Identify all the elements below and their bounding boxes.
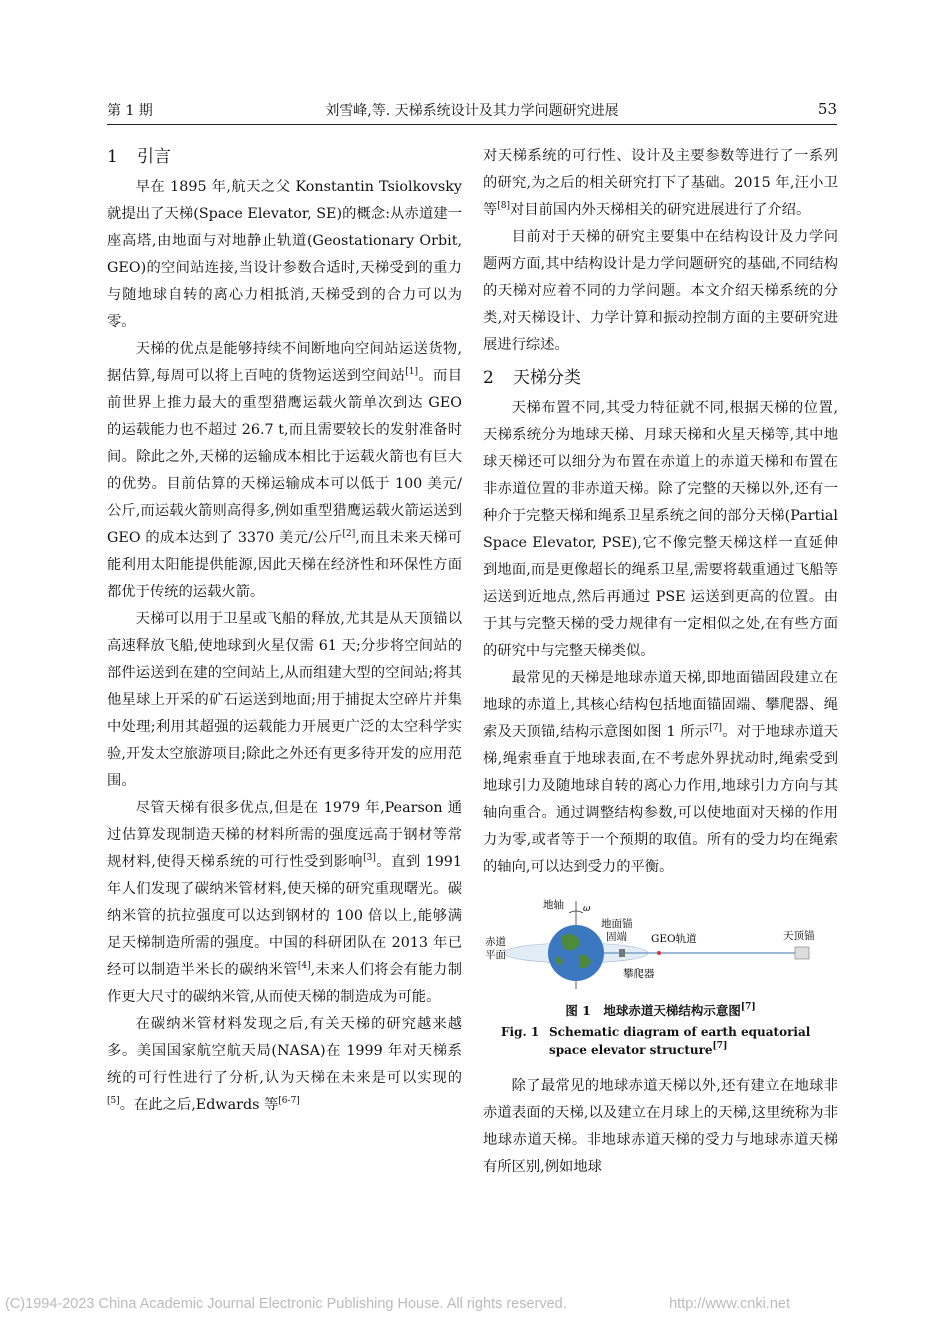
footer-url[interactable]: http://www.cnki.net bbox=[669, 1296, 790, 1312]
top-anchor-box bbox=[795, 947, 809, 959]
geo-orbit-dot bbox=[657, 951, 661, 955]
citation[interactable]: [1] bbox=[405, 367, 418, 377]
paragraph-continued: 对天梯系统的可行性、设计及主要参数等进行了一系列的研究,为之后的相关研究打下了基础。2015 年,汪小卫等[8]对目前国内外天梯相关的研究进展进行了介绍。 bbox=[483, 148, 838, 218]
figure-1-label-en: Fig. 1 bbox=[501, 1025, 540, 1039]
paragraph: 在碳纳米管材料发现之后,有关天梯的研究越来越多。美国国家航空航天局(NASA)在 1999 年对天梯系统的可行性进行了分析,认为天梯在未来是可以实现的[5]。在此之后,Edwards 等[6-7] bbox=[107, 1016, 462, 1113]
page-number: 53 bbox=[817, 100, 837, 118]
section-2-heading bbox=[483, 361, 838, 395]
citation[interactable]: [7] bbox=[709, 723, 723, 733]
copyright-footer bbox=[5, 1296, 945, 1312]
figure-1-diagram bbox=[483, 895, 838, 993]
paragraph: 天梯的优点是能够持续不间断地向空间站运送货物,据估算,每周可以将上百吨的货物运送到空间站[1]。而目前世界上推力最大的重型猎鹰运载火箭单次到达 GEO 的运载能力也不超过 26.7 t,而且需要较长的发射准备时间。除此之外,天梯的运输成本相比于运载火箭也有巨大的优势。目前估算的天梯运输成本可以低于 100 美元/公斤,而运载火箭则高得多,例如重型猎鹰运载火箭运送到 GEO 的成本达到了 3370 美元/公斤[2],而且未来天梯可能利用太阳能提供能源,因此天梯在经济性和环保性方面都优于传统的运载火箭。 bbox=[107, 341, 462, 600]
citation[interactable]: [5] bbox=[107, 1096, 120, 1106]
copyright-text: (C)1994-2023 China Academic Journal Electronic Publishing House. All rights reserved. bbox=[5, 1296, 567, 1312]
paragraph: 天梯布置不同,其受力特征就不同,根据天梯的位置,天梯系统分为地球天梯、月球天梯和火星天梯等,其中地球天梯还可以细分为布置在赤道上的赤道天梯和布置在非赤道位置的非赤道天梯。除了完整的天梯以外,还有一种介于完整天梯和绳系卫星系统之间的部分天梯(Partial Space Elevator, PSE),它不像完整天梯这样一直延伸到地面,而是更像超长的绳系卫星,需要将载重通过飞船等运送到近地点,然后再通过 PSE 运送到更高的位置。由于其与完整天梯的受力规律有一定相似之处,在有些方面的研究中与完整天梯类似。 bbox=[483, 400, 838, 659]
citation[interactable]: [8] bbox=[497, 201, 511, 211]
section-2-number: 2 bbox=[483, 368, 494, 388]
citation[interactable]: [3] bbox=[363, 853, 376, 863]
section-2-title: 天梯分类 bbox=[513, 368, 581, 388]
section-1-title: 引言 bbox=[137, 147, 171, 167]
label-omega: ω bbox=[583, 904, 591, 914]
citation[interactable]: [4] bbox=[297, 961, 311, 971]
running-title: 刘雪峰,等. 天梯系统设计及其力学问题研究进展 bbox=[325, 103, 619, 119]
label-climber: 攀爬器 bbox=[623, 968, 655, 980]
figure-1-caption-cn: 图 1 地球赤道天梯结构示意图[7] bbox=[565, 1002, 756, 1018]
paragraph: 尽管天梯有很多优点,但是在 1979 年,Pearson 通过估算发现制造天梯的材料所需的强度远高于钢材等常规材料,使得天梯系统的可行性受到影响[3]。直到 1991 年人们发现了碳纳米管材料,使天梯的研究重现曙光。碳纳米管的抗拉强度可以达到钢材的 100 倍以上,能够满足天梯制造所需的强度。中国的科研团队在 2013 年已经可以制造半米长的碳纳米管[4],未来人们将会有能力制作更大尺寸的碳纳米管,从而使天梯的制造成为可能。 bbox=[107, 800, 463, 1005]
label-ground-anchor-2: 固端 bbox=[606, 931, 627, 943]
paragraph: 早在 1895 年,航天之父 Konstantin Tsiolkovsky 就提出了天梯(Space Elevator, SE)的概念:从赤道建一座高塔,由地面与对地静止轨道(Geostationary Orbit, GEO)的空间站连接,当设计参数合适时,天梯受到的重力与随地球自转的离心力相抵消,天梯受到的合力可以为零。 bbox=[107, 179, 462, 330]
paragraph: 天梯可以用于卫星或飞船的释放,尤其是从天顶锚以高速释放飞船,使地球到火星仅需 61 天;分步将空间站的部件运送到在建的空间站上,从而组建大型的空间站;将其他星球上开采的矿石运送到地面;用于捕捉太空碎片并集中处理;利用其超强的运载能力开展更广泛的太空科学实验,开发太空旅游项目;除此之外还有更多待开发的应用范围。 bbox=[107, 611, 462, 789]
right-column bbox=[483, 143, 838, 1181]
citation[interactable]: [6-7] bbox=[278, 1096, 300, 1106]
header-rule bbox=[107, 124, 837, 125]
issue-label: 第 1 期 bbox=[107, 103, 153, 119]
label-ground-anchor-1: 地面锚 bbox=[601, 918, 633, 930]
paragraph: 最常见的天梯是地球赤道天梯,即地面锚固段建立在地球的赤道上,其核心结构包括地面锚固端、攀爬器、绳索及天顶锚,结构示意图如图 1 所示[7]。对于地球赤道天梯,绳索垂直于地球表面,在不考虑外界扰动时,绳索受到地球引力及随地球自转的离心力作用,地球引力方向与其轴向重合。通过调整结构参数,可以使地面对天梯的作用力为零,或者等于一个预期的取值。所有的受力均在绳索的轴向,可以达到受力的平衡。 bbox=[483, 670, 839, 875]
running-header bbox=[107, 96, 837, 122]
figure-1 bbox=[483, 895, 838, 993]
paragraph: 除了最常见的地球赤道天梯以外,还有建立在地球非赤道表面的天梯,以及建立在月球上的天梯,这里统称为非地球赤道天梯。非地球赤道天梯的受力与地球赤道天梯有所区别,例如地球 bbox=[483, 1078, 838, 1175]
label-geo-orbit: GEO轨道 bbox=[651, 933, 697, 945]
paragraph: 目前对于天梯的研究主要集中在结构设计及力学问题两方面,其中结构设计是力学问题研究的基础,不同结构的天梯对应着不同的力学问题。本文介绍天梯系统的分类,对天梯设计、力学计算和振动控制方面的主要研究进展进行综述。 bbox=[483, 229, 838, 353]
earth-globe bbox=[548, 925, 604, 981]
citation[interactable]: [2] bbox=[342, 529, 356, 539]
figure-1-caption-en: Fig. 1 Schematic diagram of earth equatorial space elevator structure[7] bbox=[501, 1025, 811, 1057]
label-equatorial-plane-1: 赤道 bbox=[485, 936, 506, 948]
label-axis: 地轴 bbox=[543, 899, 564, 911]
left-column bbox=[107, 140, 462, 1119]
climber-box bbox=[619, 949, 625, 957]
section-1-heading bbox=[107, 140, 462, 174]
label-equatorial-plane-2: 平面 bbox=[485, 949, 506, 961]
section-1-number: 1 bbox=[107, 147, 118, 167]
label-top-anchor: 天顶锚 bbox=[783, 930, 815, 942]
